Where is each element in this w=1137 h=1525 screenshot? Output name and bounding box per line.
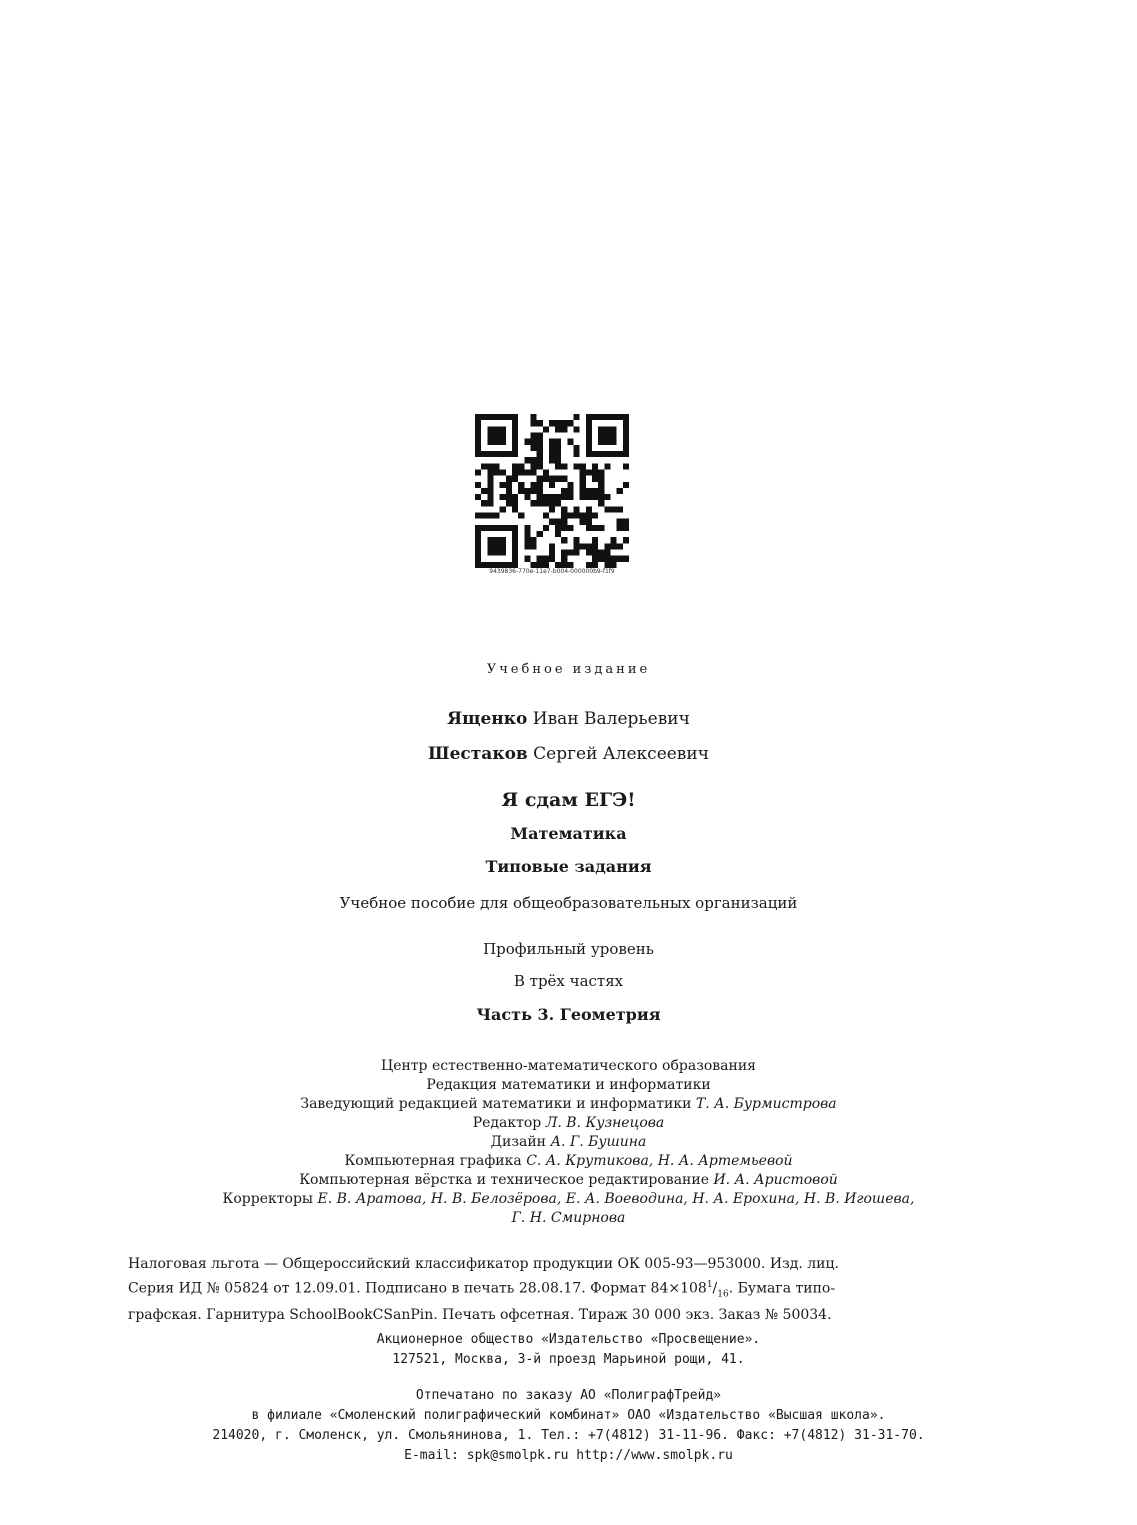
book-description: Учебное пособие для общеобразовательных организаций: [339, 894, 798, 912]
author-2: [0, 744, 1137, 764]
imprint-line-1: Налоговая льгота — Общероссийский классификатор продукции ОК 005-93—953000. Изд. лиц.: [128, 1256, 839, 1272]
credits-center: Центр естественно-математического образования: [380, 1058, 757, 1074]
credits-editorial: Редакция математики и информатики: [426, 1077, 711, 1093]
credits-editor: Редактор Л. В. Кузнецова: [472, 1115, 665, 1131]
author-1-surname: Ященко: [447, 709, 528, 729]
printer-block: [0, 1386, 1137, 1466]
publisher-block: [0, 1330, 1137, 1370]
qr-code: [475, 414, 629, 568]
credits-block: [0, 1057, 1137, 1228]
book-level: Профильный уровень: [483, 940, 654, 958]
imprint-line-3: графская. Гарнитура SchoolBookCSanPin. Печать офсетная. Тираж 30 000 экз. Заказ № 50034.: [128, 1307, 832, 1324]
publisher-address: 127521, Москва, 3-й проезд Марьиной рощи, 41.: [392, 1352, 745, 1367]
credits-design: Дизайн А. Г. Бушина: [490, 1134, 647, 1150]
credits-head: Заведующий редакцией математики и информатики Т. А. Бурмистрова: [300, 1096, 837, 1112]
credits-proofreaders-cont: Г. Н. Смирнова: [511, 1210, 626, 1226]
author-1-name: Иван Валерьевич: [532, 709, 690, 729]
publisher-name: Акционерное общество «Издательство «Просвещение».: [376, 1332, 761, 1347]
book-parts: В трёх частях: [513, 972, 624, 990]
credits-layout: Компьютерная вёрстка и техническое редактирование И. А. Аристовой: [299, 1172, 838, 1188]
author-2-name: Сергей Алексеевич: [533, 744, 709, 764]
author-1: [0, 709, 1137, 729]
printer-line-4: E-mail: spk@smolpk.ru http://www.smolpk.ru: [404, 1448, 733, 1463]
credits-graphics: Компьютерная графика С. А. Крутикова, Н. А. Артемьевой: [344, 1153, 793, 1169]
imprint-line-2: Серия ИД № 05824 от 12.09.01. Подписано в печать 28.08.17. Формат $84\times 108^1/_{16}$. Бумага типо-: [128, 1280, 836, 1300]
printer-line-2: в филиале «Смоленский полиграфический комбинат» ОАО «Издательство «Высшая школа».: [251, 1408, 886, 1423]
qr-code-id: 9439836-770e-11e7-b004-000000b9-f1f9: [489, 568, 615, 575]
edition-type: Учебное издание: [486, 662, 651, 677]
imprint-block: [128, 1254, 956, 1326]
book-subtitle: Типовые задания: [485, 857, 652, 876]
credits-proofreaders: Корректоры Е. В. Аратова, Н. В. Белозёрова, Е. А. Воеводина, Н. А. Ерохина, Н. В. Игошева,: [222, 1191, 915, 1207]
author-2-surname: Шестаков: [428, 744, 528, 764]
book-part: Часть 3. Геометрия: [476, 1005, 661, 1024]
printer-line-1: Отпечатано по заказу АО «ПолиграфТрейд»: [415, 1388, 722, 1403]
book-subject: Математика: [510, 824, 627, 843]
book-title: Я сдам ЕГЭ!: [501, 789, 636, 811]
printer-line-3: 214020, г. Смоленск, ул. Смольянинова, 1. Тел.: +7(4812) 31-11-96. Факс: +7(4812) 31-31-70.: [212, 1428, 925, 1443]
